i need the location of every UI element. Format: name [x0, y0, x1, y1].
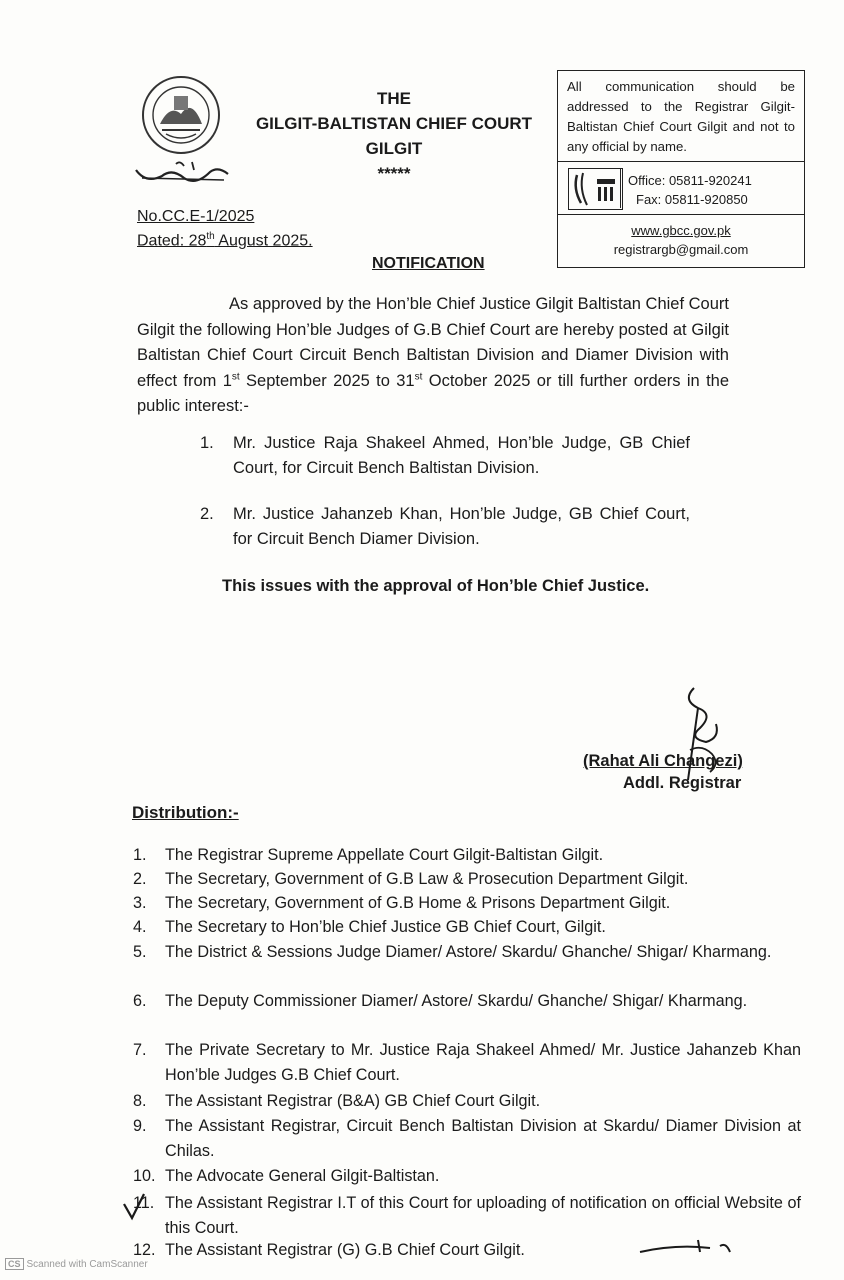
title-line-2: GILGIT-BALTISTAN CHIEF COURT: [255, 114, 533, 133]
signatory-name: (Rahat Ali Changezi): [583, 752, 743, 770]
posting-number: 2.: [200, 505, 214, 523]
urdu-script-emblem-icon: [132, 158, 232, 188]
signatory-designation: Addl. Registrar: [623, 774, 742, 792]
signatory-block: [583, 750, 743, 794]
item-number: 4.: [133, 918, 147, 936]
posting-text: Mr. Justice Raja Shakeel Ahmed, Hon’ble Judge, GB Chief Court, for Circuit Bench Baltistan Division.: [233, 434, 690, 477]
notification-heading: NOTIFICATION: [372, 255, 485, 272]
item-text: The Registrar Supreme Appellate Court Gilgit-Baltistan Gilgit.: [165, 846, 604, 864]
date-rest: August 2025.: [214, 232, 313, 250]
distribution-item: [133, 1164, 801, 1189]
item-number: 10.: [133, 1167, 156, 1185]
handwritten-tick-mark: [120, 1190, 160, 1224]
item-text: The Advocate General Gilgit-Baltistan.: [165, 1167, 440, 1185]
date-prefix: Dated: 28: [137, 232, 207, 250]
para-part-3: October 2025 or till further orders in the public interest:-: [137, 371, 730, 415]
item-text: The Secretary, Government of G.B Law & Prosecution Department Gilgit.: [165, 870, 689, 888]
posting-item: [200, 431, 690, 481]
item-text: The Assistant Registrar I.T of this Court for uploading of notification on official Website of this Court.: [165, 1194, 801, 1237]
distribution-item: [133, 1038, 801, 1087]
item-number: 5.: [133, 943, 147, 961]
phone-fax-block: [558, 161, 804, 214]
distribution-item: [133, 1191, 801, 1240]
item-text: The Secretary, Government of G.B Home & Prisons Department Gilgit.: [165, 894, 671, 912]
email-address[interactable]: registrargb@gmail.com: [613, 242, 749, 257]
item-number: 7.: [133, 1041, 147, 1059]
distribution-item: [133, 989, 801, 1014]
distribution-item: [133, 891, 801, 916]
notification-date: [137, 227, 313, 251]
item-number: 2.: [133, 870, 147, 888]
title-stars: *****: [377, 164, 411, 183]
reference-block: [137, 207, 313, 251]
item-text: The Deputy Commissioner Diamer/ Astore/ Skardu/ Ghanche/ Shigar/ Kharmang.: [165, 992, 748, 1010]
para-part-2: September 2025 to 31: [239, 371, 415, 390]
item-number: 9.: [133, 1117, 147, 1135]
watermark-text: Scanned with CamScanner: [26, 1259, 148, 1270]
item-number: 3.: [133, 894, 147, 912]
divider: [620, 168, 621, 208]
title-line-1: THE: [377, 89, 411, 108]
fax-number: Fax: 05811-920850: [636, 192, 748, 207]
distribution-heading: Distribution:-: [132, 803, 239, 822]
distribution-item: [133, 1114, 801, 1163]
item-number: 8.: [133, 1092, 147, 1110]
court-seal-icon: [140, 74, 222, 156]
approval-statement: This issues with the approval of Hon’ble Chief Justice.: [222, 577, 650, 595]
distribution-item: [133, 1089, 801, 1114]
item-number: 1.: [133, 846, 147, 864]
item-number: 11.: [133, 1194, 155, 1212]
item-text: The Secretary to Hon’ble Chief Justice GB Chief Court, Gilgit.: [165, 918, 606, 936]
distribution-item: [133, 940, 801, 965]
website-link[interactable]: www.gbcc.gov.pk: [631, 223, 731, 238]
distribution-item: [133, 843, 801, 868]
camscanner-watermark: [5, 1258, 148, 1270]
office-number: Office: 05811-920241: [628, 173, 752, 188]
item-text: The Private Secretary to Mr. Justice Raja Shakeel Ahmed/ Mr. Justice Jahanzeb Khan Hon’ble Judges G.B Chief Court.: [165, 1041, 801, 1084]
communication-note: All communication should be addressed to the Registrar Gilgit-Baltistan Chief Court Gilgit and not to any official by name.: [567, 79, 795, 154]
posting-text: Mr. Justice Jahanzeb Khan, Hon’ble Judge, GB Chief Court, for Circuit Bench Diamer Division.: [233, 505, 690, 548]
office-fax-numbers: [628, 171, 752, 209]
item-number: 12.: [133, 1241, 156, 1259]
posting-number: 1.: [200, 434, 214, 452]
item-number: 6.: [133, 992, 147, 1010]
posting-item: [200, 502, 690, 552]
item-text: The Assistant Registrar (G) G.B Chief Court Gilgit.: [165, 1241, 525, 1259]
distribution-item: [133, 867, 801, 892]
contact-info-box: [557, 70, 805, 268]
telephone-icon: [569, 169, 622, 209]
para-sup-1: st: [231, 371, 240, 382]
distribution-item: [133, 915, 801, 940]
handwritten-stroke: [636, 1238, 736, 1258]
title-line-3: GILGIT: [365, 139, 423, 158]
para-part-1: As approved by the Hon’ble Chief Justice Gilgit Baltistan Chief Court Gilgit the following Hon’ble Judges of G.B Chief Court are hereby posted at Gilgit Baltistan Chief Court Circuit Bench Baltistan Division and Diamer Division with effect from 1: [137, 295, 729, 390]
para-sup-2: st: [414, 371, 423, 382]
reference-number: No.CC.E-1/2025: [137, 208, 255, 225]
camscanner-logo-icon: CS: [5, 1258, 24, 1270]
item-text: The Assistant Registrar, Circuit Bench Baltistan Division at Skardu/ Diamer Division at Chilas.: [165, 1117, 801, 1160]
court-title: [235, 86, 553, 186]
item-text: The District & Sessions Judge Diamer/ Astore/ Skardu/ Ghanche/ Shigar/ Kharmang.: [165, 943, 772, 961]
item-text: The Assistant Registrar (B&A) GB Chief Court Gilgit.: [165, 1092, 541, 1110]
phone-fax-icon-frame: [568, 168, 623, 210]
notification-paragraph: [137, 292, 729, 420]
date-suffix-sup: th: [206, 231, 215, 242]
web-email-block: [558, 214, 804, 267]
